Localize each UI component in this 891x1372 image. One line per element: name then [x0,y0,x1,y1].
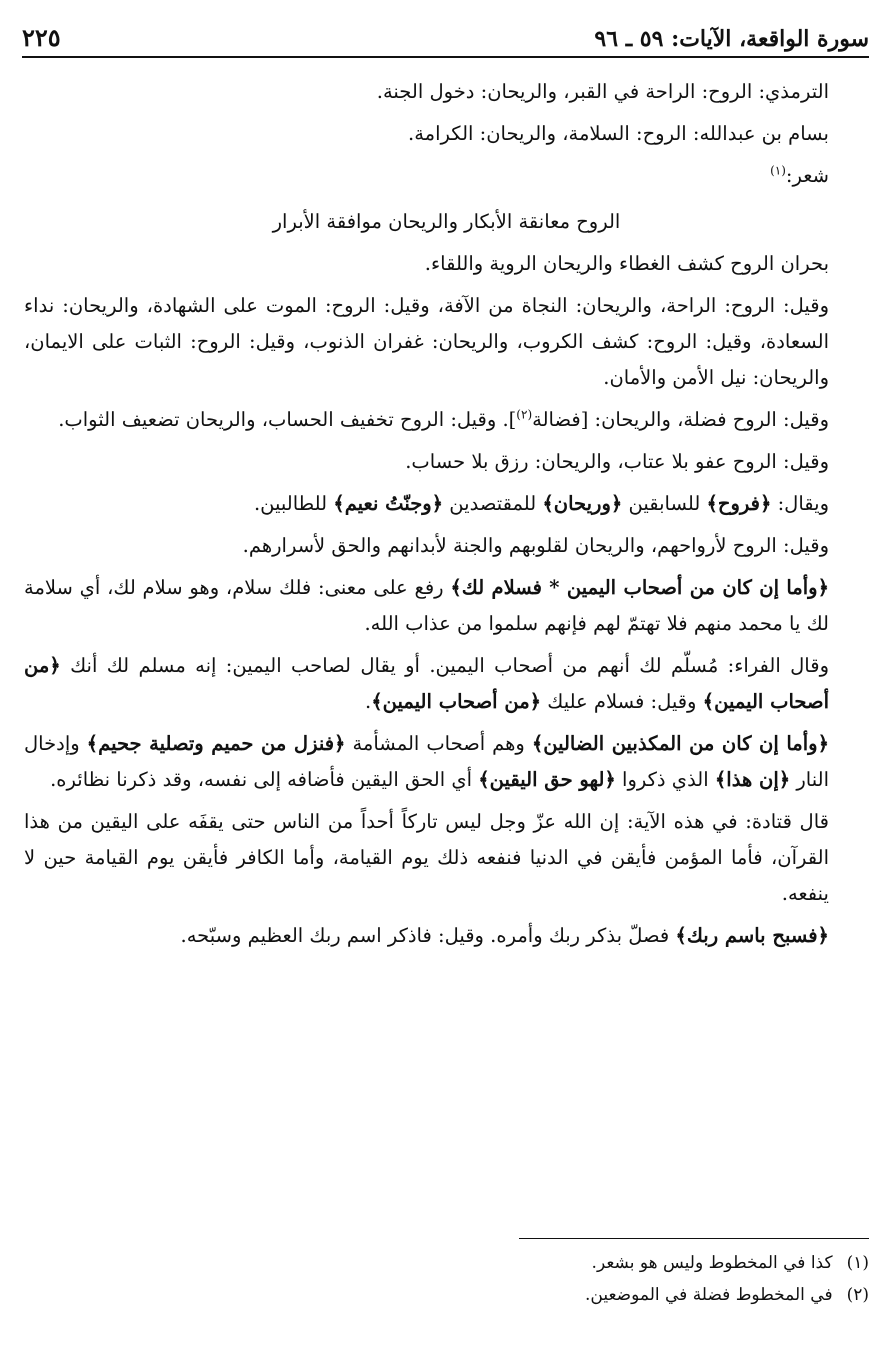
paragraph-mukadhibin: ﴿وأما إن كان من المكذبين الضالين﴾ وهم أصحاب المشأمة ﴿فنزل من حميم وتصلية جحيم﴾ وإدخال النار ﴿إن هذا﴾ الذي ذكروا ﴿لهو حق اليقين﴾ أي الحق اليقين فأضافه إلى نفسه، وقد ذكرنا نظائره. [24,732,830,791]
quran-quote: ﴿وأما إن كان من المكذبين الضالين﴾ [531,732,830,755]
poetry-label: شعر: [785,164,829,187]
paragraph-sayings-3: وقيل: الروح عفو بلا عتاب، والريحان: رزق بلا حساب. [405,450,829,473]
paragraph-qatada: قال قتادة: في هذه الآية: إن الله عزّ وجل ليس تاركاً أحداً من الناس حتى يقفَه على اليقين من هذا القرآن، فأما المؤمن فأيقن في الدنيا فنفعه ذلك يوم القيامة، وأما الكافر فأيقن يوم القيامة حين لا ينفعه. [24,810,829,905]
quran-quote: ﴿من أصحاب اليمين﴾ [371,690,542,713]
paragraph-sayings-2: وقيل: الروح فضلة، والريحان: [فضالة$^{(٢)}$]. وقيل: الروح تخفيف الحساب، والريحان تضعيف الثواب. [58,407,829,431]
quran-quote: ﴿وجنّتُ نعيم﴾ [333,492,444,515]
footnotes [24,1238,869,1311]
paragraph-sayings-1: وقيل: الروح: الراحة، والريحان: النجاة من الآفة، وقيل: الروح: الموت على الشهادة، والريحان: نداء السعادة، وقيل: الروح: كشف الكروب، والريحان: غفران الذنوب، وقيل: الروح: الثبات على الايمان، والريحان: نيل الأمن والأمان. [24,294,829,389]
quran-quote: ﴿وريحان﴾ [542,492,623,515]
quran-quote: ﴿إن هذا﴾ [714,768,791,791]
paragraph-farra: وقال الفراء: مُسلّم لك أنهم من أصحاب اليمين. أو يقال لصاحب اليمين: إنه مسلم لك أنك ﴿من أصحاب اليمين﴾ وقيل: فسلام عليك ﴿من أصحاب اليمين﴾. [24,654,829,713]
footnote-divider [519,1238,869,1239]
running-title: سورة الواقعة، الآيات: ٥٩ ـ ٩٦ [594,26,869,52]
paragraph-bassam: بسام بن عبدالله: الروح: السلامة، والريحان: الكرامة. [408,122,829,145]
footnote-item: (١)كذا في المخطوط وليس هو بشعر. [591,1253,869,1273]
page-body [24,74,869,960]
page-number: ٢٢٥ [22,23,61,52]
paragraph-sayings-4: وقيل: الروح لأرواحهم، والريحان لقلوبهم والجنة لأبدانهم والحق لأسرارهم. [242,534,829,557]
paragraph-ashab-yamin: ﴿وأما إن كان من أصحاب اليمين * فسلام لك﴾ رفع على معنى: فلك سلام، وهو سلام لك، أي سلامة لك يا محمد منهم فلا تهتمّ لهم فإنهم سلموا من عذاب الله. [24,576,829,635]
paragraph-fasabbih: ﴿فسبح باسم ربك﴾ فصلّ بذكر ربك وأمره. وقيل: فاذكر اسم ربك العظيم وسبّحه. [180,924,829,947]
quran-quote: ﴿من أصحاب اليمين﴾ [24,654,829,713]
paragraph-tirmidhi: الترمذي: الروح: الراحة في القبر، والريحان: دخول الجنة. [376,80,829,103]
quran-quote: ﴿لهو حق اليقين﴾ [478,768,616,791]
quran-quote: ﴿وأما إن كان من أصحاب اليمين * فسلام لك﴾ [450,576,829,599]
quran-quote: ﴿فروح﴾ [706,492,772,515]
footnote-item: (٢)في المخطوط فضلة في الموضعين. [584,1285,869,1305]
footnote-ref-1: (١) [770,163,786,178]
quran-quote: ﴿فسبح باسم ربك﴾ [675,924,829,947]
poem-line: الروح معانقة الأبكار والريحان موافقة الأبرار [272,210,621,233]
page-header [22,18,869,58]
quran-quote: ﴿فنزل من حميم وتصلية جحيم﴾ [86,732,346,755]
paragraph-poetry-intro [24,158,869,194]
paragraph-yuqal: ويقال: ﴿فروح﴾ للسابقين ﴿وريحان﴾ للمقتصدين ﴿وجنّتُ نعيم﴾ للطالبين. [253,492,829,515]
footnote-ref-2: (٢) [516,407,533,422]
paragraph-bahran: بحران الروح كشف الغطاء والريحان الروية واللقاء. [424,252,829,275]
